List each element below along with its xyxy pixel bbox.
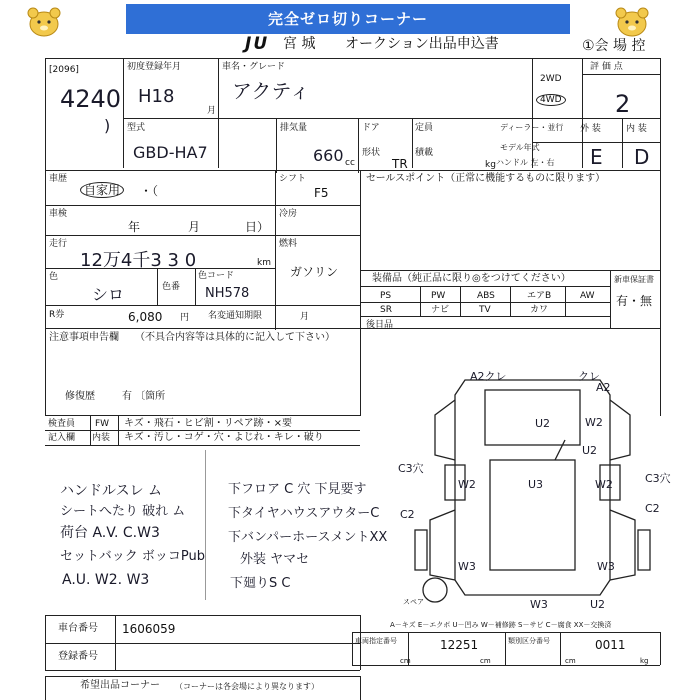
weight-unit-footer: kg (640, 657, 649, 665)
first-reg-year: H18 (138, 86, 175, 107)
mark-kure: クレ (578, 370, 600, 383)
dealer-label: ディーラー・並行 (500, 123, 564, 132)
note-right-3: 下バンパーホースメントXX (228, 530, 388, 545)
listing-label: 希望出品コーナー (80, 680, 160, 691)
drive-2wd: 2WD (540, 74, 562, 84)
mileage-label: 走行 (49, 239, 68, 249)
shaken-day: 日） (245, 220, 270, 234)
entry-label: 記入欄 (48, 433, 76, 443)
shape-label: 形状 (362, 148, 381, 158)
score-label: 評 価 点 (590, 62, 623, 72)
history-value: 自家用 (80, 182, 124, 198)
group-no-label: 類別区分番号 (508, 637, 550, 645)
mark-u2-side: U2 (582, 444, 598, 457)
mark-u2-rear: U2 (590, 598, 606, 611)
tax-month-value: 月 (300, 312, 310, 322)
mark-u2-front: U2 (535, 417, 551, 430)
interior-grade: D (634, 145, 650, 169)
mark-c2-right: C2 (645, 502, 660, 515)
mark-w3-rear: W3 (530, 598, 548, 611)
model-label: 型式 (127, 123, 146, 133)
inspect-no-label: 車両指定番号 (355, 637, 397, 645)
note-right-1: 下フロア C 穴 下見要す (228, 482, 367, 497)
model-code: GBD-HA7 (133, 143, 208, 162)
month-unit: 月 (207, 106, 217, 116)
fw-items: キズ・飛石・ヒビ割・リペア跡・×要 (124, 418, 292, 429)
mark-w2-right: W2 (595, 478, 613, 491)
car-no-label: 車台番号 (58, 623, 98, 634)
reg-no-label: 登録番号 (58, 651, 98, 662)
car-name-label: 車名・グレード (222, 62, 286, 72)
interior-label: 内 装 (626, 124, 647, 134)
inspect-no-value: 12251 (440, 638, 479, 652)
lot-paren: ) (104, 116, 111, 135)
new-warranty-label: 新車保証書 (614, 275, 654, 284)
car-no-value: 1606059 (122, 622, 176, 636)
equip-pw: PW (431, 291, 446, 301)
exterior-label: 外 装 (580, 124, 601, 134)
fw-label: FW (95, 419, 110, 429)
mileage-value: 12万4千3 3 0 (80, 250, 197, 271)
drive-4wd: 4WD (536, 94, 566, 106)
handle-label: ハンドル 左・右 (496, 158, 555, 167)
mark-a2: A2 (596, 381, 611, 394)
equip-tv: TV (479, 305, 491, 315)
lot-code: [2096] (49, 65, 79, 75)
shaken-year: 年 (128, 220, 141, 234)
cc-unit: cc (345, 158, 355, 168)
rear-seat-label: 後日品 (366, 320, 394, 330)
venue-label: ①会 場 控 (582, 38, 646, 54)
bear-mascot-icon (610, 4, 654, 40)
mark-w2-front: W2 (585, 416, 603, 429)
cm-unit-1: cm (400, 657, 411, 665)
color-value: シロ (92, 285, 125, 304)
equip-abs: ABS (477, 291, 495, 301)
interior-row-label: 内装 (92, 433, 111, 443)
recycle-fee: 6,080 (128, 310, 163, 324)
repair-value: 有 〔箇所 (122, 391, 166, 402)
mark-a2-kure: A2クレ (470, 370, 507, 383)
inspector-label: 検査員 (48, 419, 76, 429)
recycle-unit: 円 (180, 313, 190, 323)
lot-number: 4240 (60, 85, 122, 113)
color-code-label: 色コード (198, 271, 235, 281)
damage-legend: A－キズ E－エクボ U－凹み W－補修跡 S－サビ C－腐食 XX－交換済 (390, 621, 612, 629)
note-right-5: 下廻りS C (230, 576, 291, 591)
mark-w2-left: W2 (458, 478, 476, 491)
mark-w3-left: W3 (458, 560, 476, 573)
note-left-5: A.U. W2. W3 (62, 572, 150, 588)
repair-label: 修復歴 (65, 391, 95, 402)
equip-aw: AW (580, 291, 595, 301)
cooler-label: 冷房 (279, 209, 298, 219)
mileage-unit: km (257, 258, 271, 268)
shaken-month: 月 (188, 220, 201, 234)
history-label: 車歴 (49, 174, 68, 184)
note-left-2: シートへたり 破れ ム (60, 504, 186, 519)
note-right-4: 外装 ヤマセ (240, 552, 310, 567)
bear-mascot-icon (22, 4, 66, 40)
equip-navi: ナビ (431, 305, 450, 315)
color-code-value: NH578 (205, 286, 250, 301)
mark-w3-right: W3 (597, 560, 615, 573)
banner-title: 完全ゼロ切りコーナー (126, 4, 570, 34)
displacement-value: 660 (313, 146, 344, 165)
notes-desc: （不具合内容等は具体的に記入して下さい） (135, 332, 335, 343)
region: 宮 城 (283, 36, 316, 52)
interior-items: キズ・汚し・コゲ・穴・よじれ・キレ・破り (124, 432, 324, 443)
equip-ps: PS (380, 291, 392, 301)
warranty-value: 有・無 (616, 294, 653, 308)
capacity-label: 定員 (415, 123, 434, 133)
recycle-label: R券 (49, 310, 65, 320)
mark-c3-left: C3穴 (398, 462, 424, 475)
equip-leather: カワ (530, 305, 549, 315)
load-label: 積載 (415, 148, 434, 158)
shift-value: F5 (314, 186, 329, 200)
mark-spare: スペア (403, 598, 424, 606)
model-year-label: モデル年式 (500, 143, 540, 152)
history-paren: ・（ (140, 184, 159, 198)
car-name-value: アクティ (232, 79, 310, 103)
note-right-2: 下タイヤハウスアウターC (228, 506, 380, 521)
mark-c2-left: C2 (400, 508, 415, 521)
notes-title: 注意事項申告欄 (49, 332, 119, 343)
color-label: 色 (49, 272, 59, 282)
score-value: 2 (615, 90, 631, 118)
note-left-1: ハンドルスレ ム (60, 483, 163, 499)
equip-sr: SR (380, 305, 392, 315)
cm-unit-3: cm (565, 657, 576, 665)
shaken-label: 車検 (49, 209, 68, 219)
weight-unit: kg (485, 160, 496, 170)
cm-unit-2: cm (480, 657, 491, 665)
logo: JU (245, 34, 270, 54)
note-left-4: セットバック ボッコPub (60, 549, 205, 564)
color-no-label: 色番 (162, 282, 181, 292)
tax-month-label: 名変通知期限 (208, 311, 263, 321)
displacement-label: 排気量 (280, 123, 308, 133)
first-reg-label: 初度登録年月 (127, 62, 182, 72)
shape-value: TR (392, 157, 408, 171)
fuel-label: 燃料 (279, 239, 298, 249)
equip-airbag: エアB (527, 291, 552, 301)
fuel-value: ガソリン (290, 265, 339, 279)
exterior-grade: E (590, 145, 603, 169)
note-left-3: 荷台 A.V. C.W3 (60, 525, 160, 541)
door-label: ドア (362, 123, 380, 133)
listing-desc: （コーナーは各会場により異なります） (175, 682, 319, 691)
group-no-value: 0011 (595, 638, 626, 652)
equipment-label: 装備品（純正品に限り◎をつけてください） (372, 273, 571, 284)
mark-u3: U3 (528, 478, 544, 491)
form-title: オークション出品申込書 (345, 36, 499, 52)
shift-label: シフト (279, 174, 307, 184)
mark-c3-right: C3穴 (645, 472, 671, 485)
sales-point-label: セールスポイント（正常に機能するものに限ります） (366, 173, 606, 184)
